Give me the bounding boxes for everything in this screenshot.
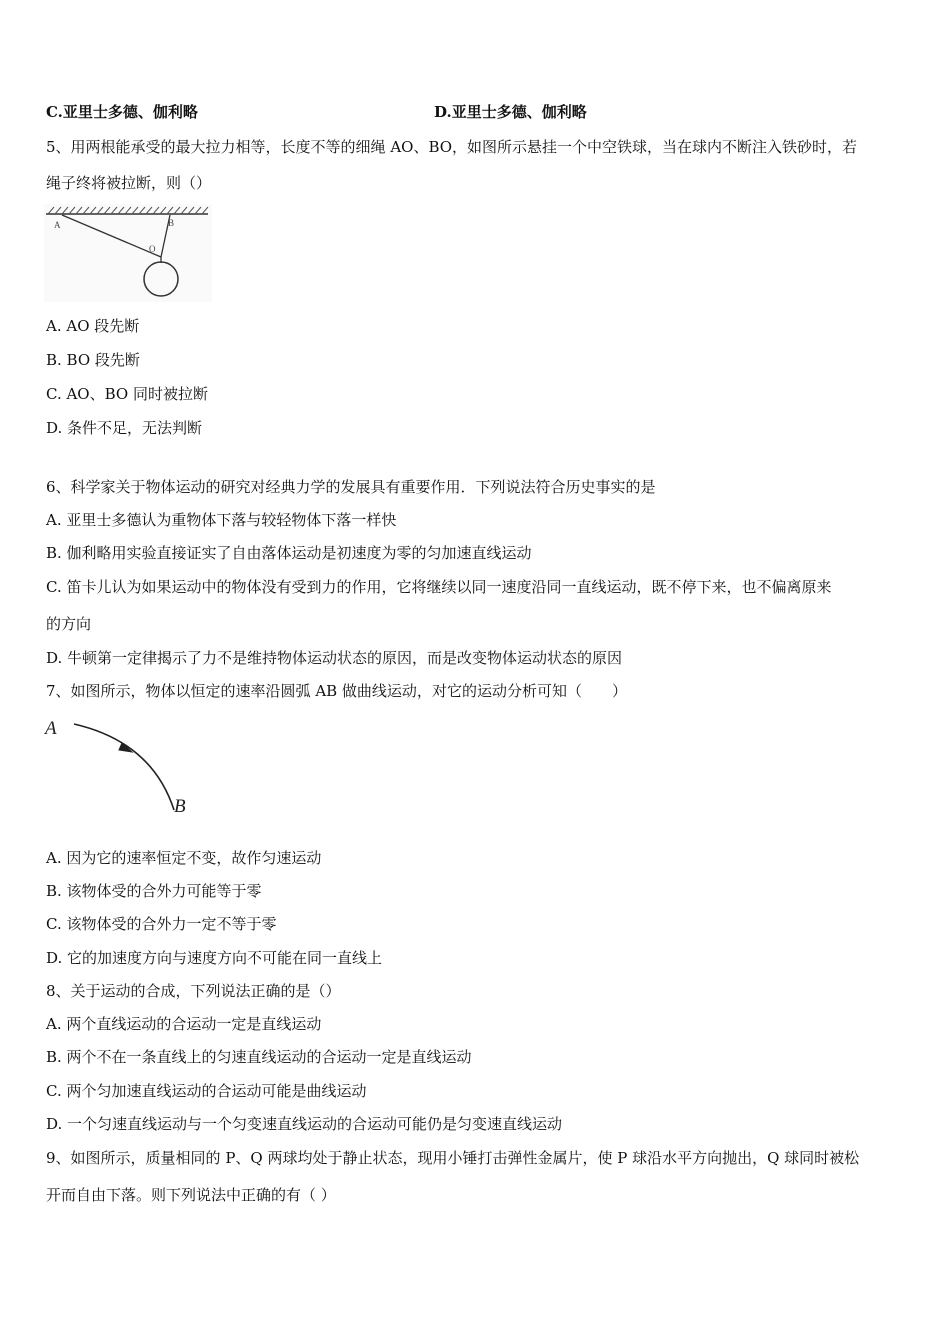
q6-option-b: B. 伽利略用实验直接证实了自由落体运动是初速度为零的匀加速直线运动 bbox=[46, 544, 532, 562]
q8-option-d: D. 一个匀速直线运动与一个匀变速直线运动的合运动可能仍是匀变速直线运动 bbox=[46, 1115, 563, 1133]
q6-option-a: A. 亚里士多德认为重物体下落与较轻物体下落一样快 bbox=[46, 511, 397, 529]
q4-option-c: C.亚里士多德、伽利略 bbox=[46, 103, 198, 121]
q7-stem: 7、如图所示，物体以恒定的速率沿圆弧 AB 做曲线运动，对它的运动分析可知（ ） bbox=[46, 682, 627, 700]
fig-label-b: B bbox=[168, 218, 175, 228]
q6-option-d: D. 牛顿第一定律揭示了力不是维持物体运动状态的原因，而是改变物体运动状态的原因 bbox=[46, 649, 623, 667]
q7-figure-arc bbox=[40, 712, 200, 822]
q5-option-b: B. BO 段先断 bbox=[46, 351, 140, 369]
q6-option-c-line1: C. 笛卡儿认为如果运动中的物体没有受到力的作用，它将继续以同一速度沿同一直线运动，既不停下来，也不偏离原来 bbox=[46, 578, 832, 596]
q4-option-d: D.亚里士多德、伽利略 bbox=[434, 103, 587, 121]
q7-option-a: A. 因为它的速率恒定不变，故作匀速运动 bbox=[46, 849, 322, 867]
q6-option-c-line2: 的方向 bbox=[46, 615, 92, 633]
q6-stem: 6、科学家关于物体运动的研究对经典力学的发展具有重要作用．下列说法符合历史事实的是 bbox=[46, 478, 656, 496]
fig-label-o: O bbox=[149, 244, 156, 254]
q5-option-c: C. AO、BO 同时被拉断 bbox=[46, 385, 208, 403]
q5-option-a: A. AO 段先断 bbox=[46, 317, 140, 335]
q8-stem: 8、关于运动的合成，下列说法正确的是（） bbox=[46, 982, 341, 1000]
q8-option-b: B. 两个不在一条直线上的匀速直线运动的合运动一定是直线运动 bbox=[46, 1048, 472, 1066]
arc-label-b: B bbox=[174, 796, 186, 817]
q8-option-c: C. 两个匀加速直线运动的合运动可能是曲线运动 bbox=[46, 1082, 367, 1100]
q7-option-c: C. 该物体受的合外力一定不等于零 bbox=[46, 915, 277, 933]
q9-stem-line2: 开而自由下落。则下列说法中正确的有（ ） bbox=[46, 1186, 336, 1204]
arc-ab bbox=[74, 724, 174, 810]
q9-stem-line1: 9、如图所示，质量相同的 P、Q 两球均处于静止状态，现用小锤打击弹性金属片，使 P 球沿水平方向抛出，Q 球同时被松 bbox=[46, 1149, 860, 1167]
q5-option-d: D. 条件不足，无法判断 bbox=[46, 419, 203, 437]
q7-option-d: D. 它的加速度方向与速度方向不可能在同一直线上 bbox=[46, 949, 383, 967]
fig-label-a: A bbox=[54, 220, 61, 230]
q5-figure-hanging-ball bbox=[44, 204, 212, 302]
q8-option-a: A. 两个直线运动的合运动一定是直线运动 bbox=[46, 1015, 322, 1033]
arc-label-a: A bbox=[45, 718, 57, 739]
q5-stem-line2: 绳子终将被拉断，则（） bbox=[46, 174, 212, 192]
q5-stem-line1: 5、用两根能承受的最大拉力相等，长度不等的细绳 AO、BO，如图所示悬挂一个中空铁球，当在球内不断注入铁砂时，若 bbox=[46, 138, 858, 156]
q7-option-b: B. 该物体受的合外力可能等于零 bbox=[46, 882, 262, 900]
